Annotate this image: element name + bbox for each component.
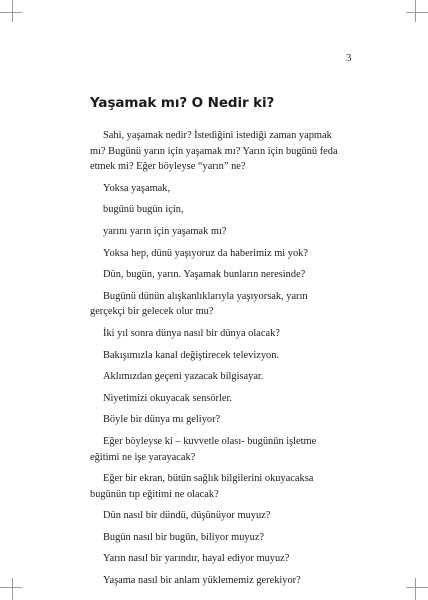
paragraph: Yarın nasıl bir yarındır, hayal ediyor muyuz? [103, 553, 290, 565]
crop-mark-bottom-left-v [12, 578, 13, 600]
crop-mark-top-right-v [415, 0, 416, 22]
crop-mark-top-left-v [12, 0, 13, 22]
paragraph: Böyle bir dünya mı geliyor? [103, 414, 221, 426]
paragraph: Dün nasıl bir dündü, düşünüyor muyuz? [103, 510, 271, 522]
paragraph: Bugünü dünün alışkanlıklarıyla yaşıyorsak, yarın gerçekçi bir gelecek olur mu? [90, 290, 308, 318]
crop-mark-top-left-h [0, 12, 22, 13]
paragraph: Dün, bugün, yarın. Yaşamak bunların neresinde? [103, 269, 306, 281]
crop-mark-top-right-h [406, 12, 428, 13]
paragraph: Aklımızdan geçeni yazacak bilgisayar. [103, 371, 264, 383]
paragraph: Bakışımızla kanal değiştirecek televizyon. [103, 349, 280, 361]
paragraph: Yaşama nasıl bir anlam yüklememiz gerekiyor? [103, 575, 301, 587]
paragraph: Sahi, yaşamak nedir? İstediğini istediği zaman yapmak mı? Bugünü yarın için yaşamak mı? Yarın için bugünü feda etmek mi? Eğer böyleyse “yarın” ne? [90, 130, 338, 173]
paragraph: Eğer böyleyse ki – kuvvetle olası- bugünün işletme eğitimi ne işe yarayacak? [90, 435, 317, 463]
page-number: 3 [346, 52, 352, 64]
crop-mark-bottom-right-h [406, 587, 428, 588]
paragraph: Eğer bir ekran, bütün sağlık bilgilerini okuyacaksa bugünün tıp eğitimi ne olacak? [90, 473, 314, 500]
paragraph: Niyetimizi okuyacak sensörler. [103, 392, 232, 404]
paragraph: yarını yarın için yaşamak mı? [103, 225, 227, 237]
paragraph: İki yıl sonra dünya nasıl bir dünya olacak? [103, 327, 280, 339]
chapter-title: Yaşamak mı? O Nedir ki? [90, 95, 275, 111]
paragraph: Yoksa yaşamak, [103, 182, 171, 194]
crop-mark-bottom-right-v [415, 578, 416, 600]
body-text [90, 128, 338, 595]
paragraph: Yoksa hep, dünü yaşıyoruz da haberimiz mi yok? [103, 247, 308, 259]
paragraph: Bugün nasıl bir bugün, biliyor muyuz? [103, 531, 265, 543]
paragraph: bugünü bugün için, [103, 204, 184, 216]
crop-mark-bottom-left-h [0, 587, 22, 588]
